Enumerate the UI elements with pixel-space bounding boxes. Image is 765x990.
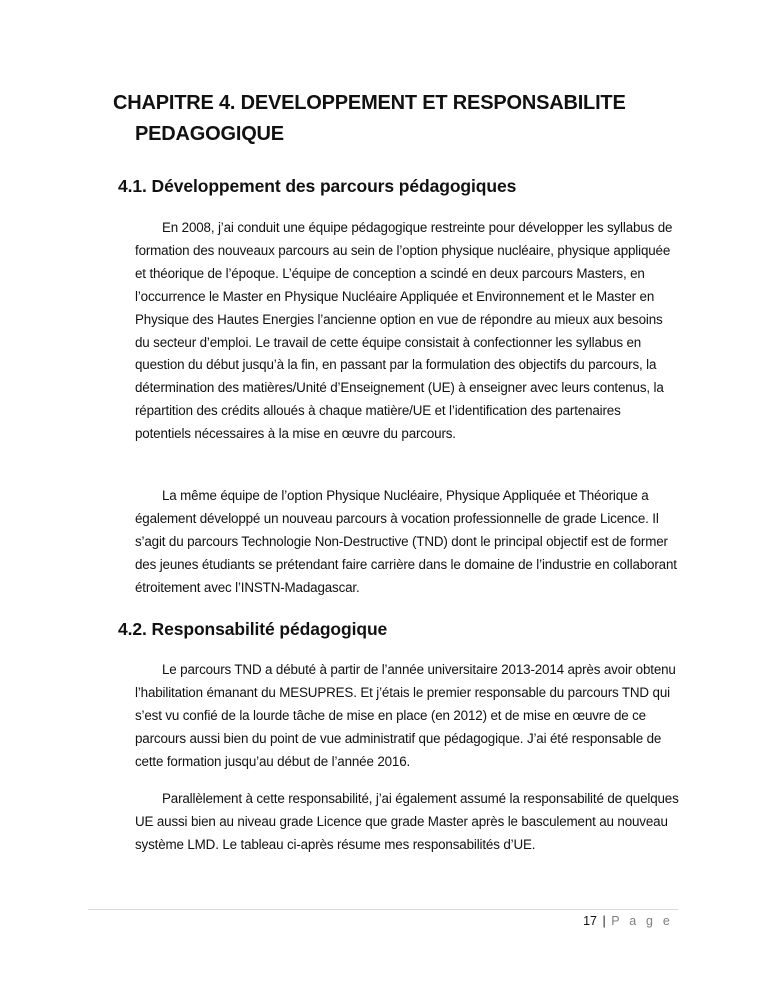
paragraph-4-1-b: La même équipe de l’option Physique Nucléaire, Physique Appliquée et Théorique a également développé un nouveau parcours à vocation professionnelle de grade Licence. Il s’agit du parcours Technologie Non-Destructive (TND) dont le principal objectif est de former des jeunes étudiants se prétendant faire carrière dans le domaine de l’industrie en collaborant étroitement avec l’INSTN-Madagascar. — [135, 488, 677, 595]
chapter-title — [113, 88, 673, 150]
paragraph-4-2-b: Parallèlement à cette responsabilité, j’ai également assumé la responsabilité de quelques UE aussi bien au niveau grade Licence que grade Master après le basculement au nouveau système LMD. Le tableau ci-après résume mes responsabilités d’UE. — [135, 791, 679, 852]
section-heading-4-1: 4.1. Développement des parcours pédagogiques — [118, 176, 517, 196]
section-heading-4-2: 4.2. Responsabilité pédagogique — [118, 619, 388, 639]
chapter-title-line1: CHAPITRE 4. DEVELOPPEMENT ET RESPONSABILITE — [113, 92, 626, 114]
footer-divider — [88, 909, 678, 910]
paragraph-4-1-a: En 2008, j’ai conduit une équipe pédagogique restreinte pour développer les syllabus de formation des nouveaux parcours au sein de l’option physique nucléaire, physique appliquée et théorique de l’époque. L’équipe de conception a scindé en deux parcours Masters, en l’occurrence le Master en Physique Nucléaire Appliquée et Environnement et le Master en Physique des Hautes Energies l’ancienne option en vue de répondre au mieux aux besoins du secteur d’emploi. Le travail de cette équipe consistait à confectionner les syllabus en question du début jusqu’à la fin, en passant par la formulation des objectifs du parcours, la détermination des matières/Unité d’Enseignement (UE) à enseigner avec leurs contenus, la répartition des crédits alloués à chaque matière/UE et l’identification des partenaires potentiels nécessaires à la mise en œuvre du parcours. — [135, 220, 673, 442]
paragraph-4-2-a: Le parcours TND a débuté à partir de l’année universitaire 2013-2014 après avoir obtenu l’habilitation émanant du MESUPRES. Et j’étais le premier responsable du parcours TND qui s’est vu confié de la lourde tâche de mise en place (en 2012) et de mise en œuvre de ce parcours aussi bien du point de vue administratif que pédagogique. J’ai été responsable de cette formation jusqu’au début de l’année 2016. — [135, 662, 676, 769]
page-footer — [583, 913, 673, 929]
page-label: P a g e — [611, 914, 673, 928]
page-number: 17 — [583, 914, 597, 928]
chapter-title-line2: PEDAGOGIQUE — [135, 123, 284, 145]
footer-separator: | — [602, 914, 606, 928]
